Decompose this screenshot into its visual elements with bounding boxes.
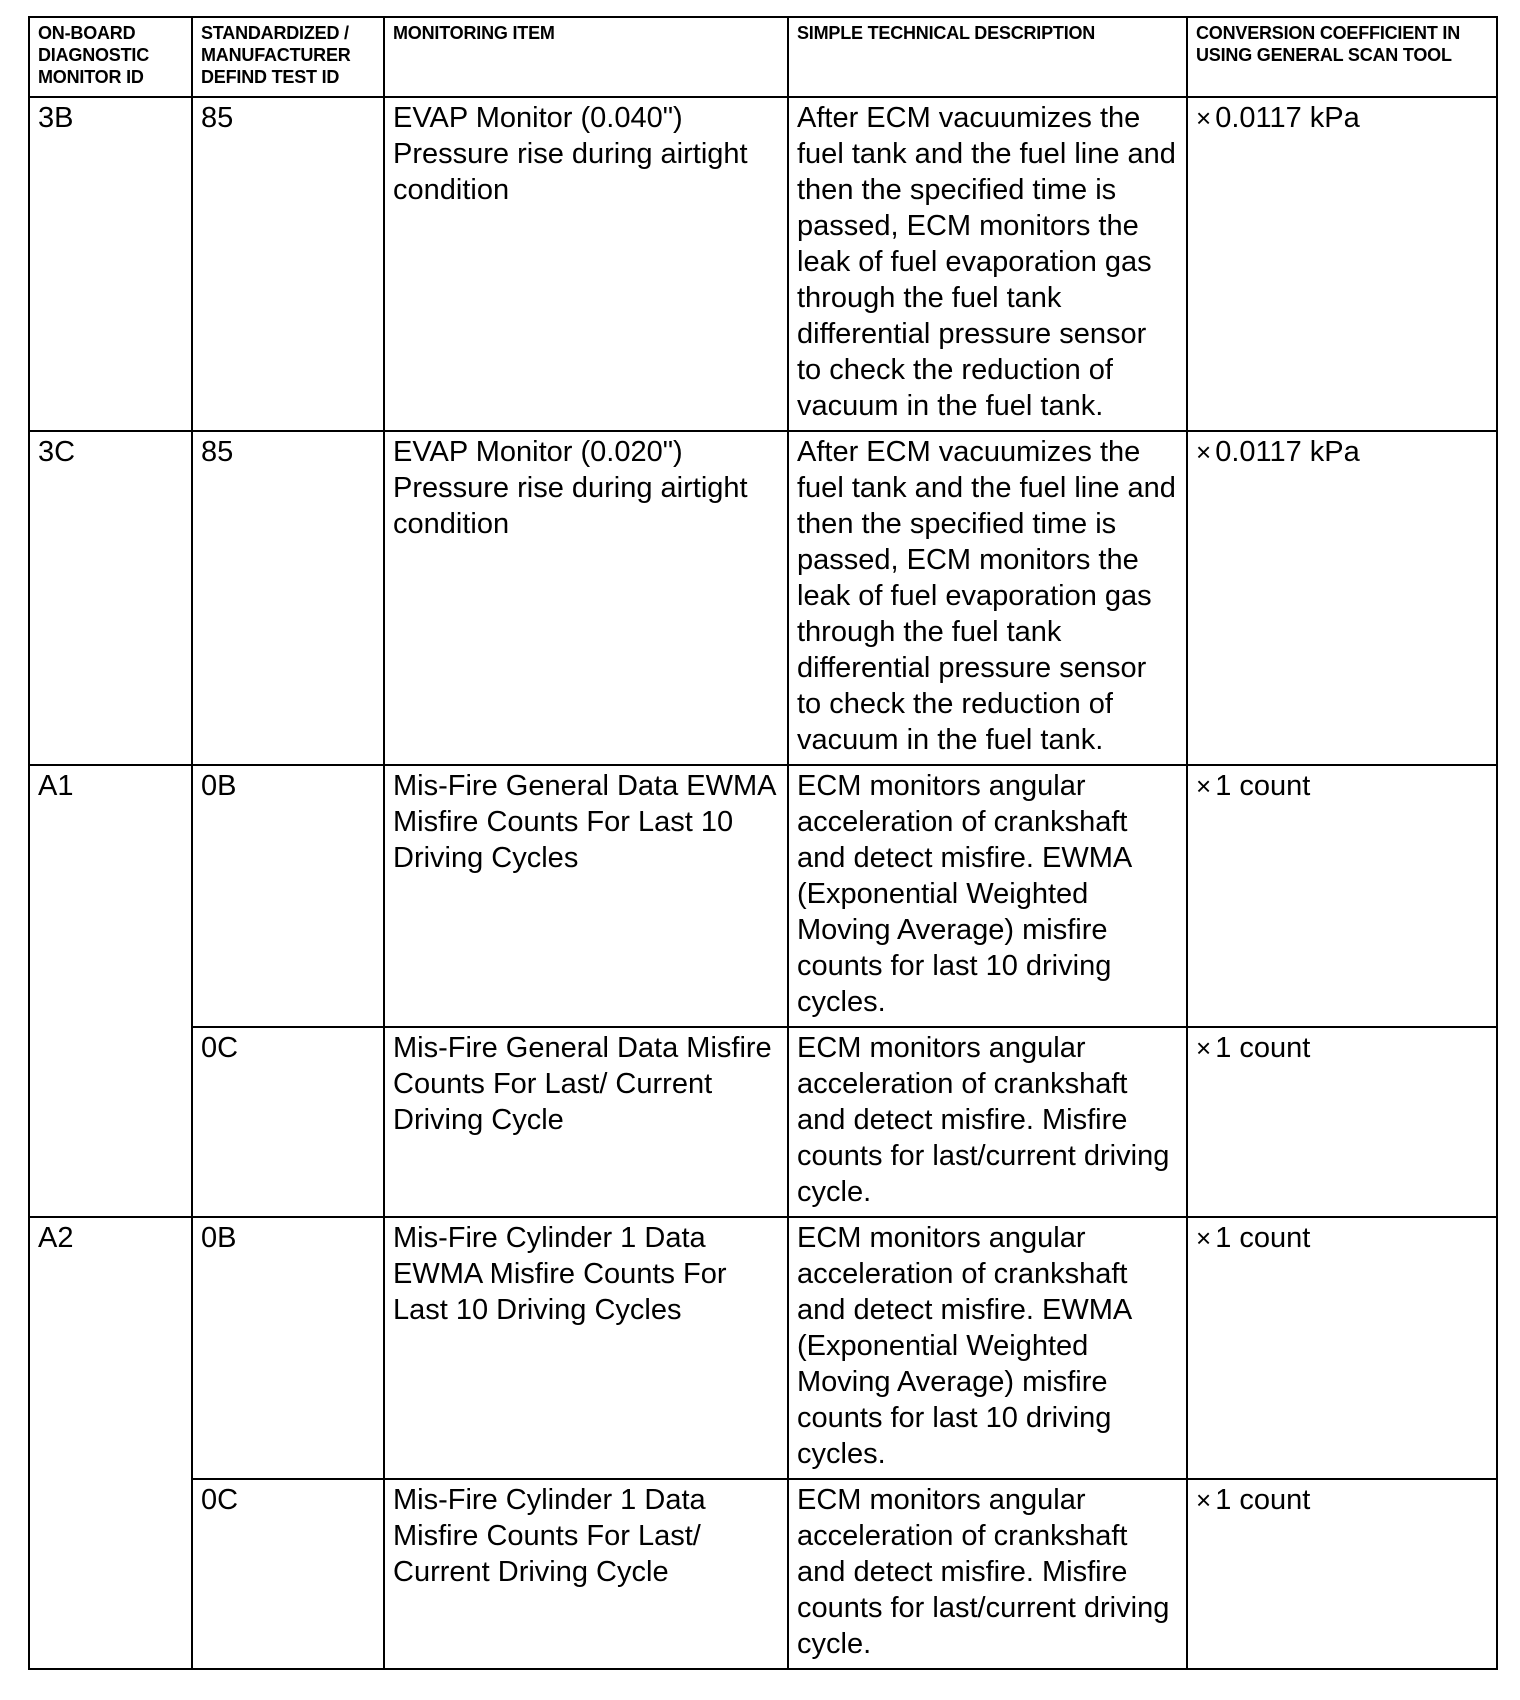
description-cell: After ECM vacuumizes the fuel tank and the fuel line and then the specified time is passed, ECM monitors the leak of fuel evaporation gas through the fuel tank differential pressure sensor to check the reduction of vacuum in the fuel tank. — [788, 431, 1187, 765]
test-id-cell: 85 — [192, 97, 384, 431]
multiply-icon: × — [1196, 1485, 1212, 1515]
monitor-id-cell: A2 — [29, 1217, 192, 1669]
header-test-id: STANDARDIZED / MANUFACTURER DEFIND TEST ID — [192, 17, 384, 97]
table-row — [29, 1479, 1497, 1669]
monitor-id-cell: 3C — [29, 431, 192, 765]
monitoring-item-cell: Mis-Fire General Data EWMA Misfire Counts For Last 10 Driving Cycles — [384, 765, 788, 1027]
monitor-id-cell: A1 — [29, 765, 192, 1217]
conversion-cell — [1187, 1217, 1497, 1479]
monitor-results-table — [28, 16, 1498, 1670]
monitoring-item-cell: Mis-Fire Cylinder 1 Data Misfire Counts For Last/ Current Driving Cycle — [384, 1479, 788, 1669]
table-row — [29, 1217, 1497, 1479]
header-monitor-id: ON-BOARD DIAGNOSTIC MONITOR ID — [29, 17, 192, 97]
test-id-cell: 0C — [192, 1027, 384, 1217]
multiply-icon: × — [1196, 1033, 1212, 1063]
test-id-cell: 0B — [192, 765, 384, 1027]
description-cell: ECM monitors angular acceleration of crankshaft and detect misfire. EWMA (Exponential Weighted Moving Average) misfire counts for last 10 driving cycles. — [788, 1217, 1187, 1479]
table-header-row — [29, 17, 1497, 97]
test-id-cell: 85 — [192, 431, 384, 765]
multiply-icon: × — [1196, 1223, 1212, 1253]
conversion-cell — [1187, 1479, 1497, 1669]
table-row — [29, 431, 1497, 765]
conversion-value: 1 count — [1215, 1222, 1311, 1254]
test-id-cell: 0C — [192, 1479, 384, 1669]
conversion-value: 1 count — [1215, 1484, 1311, 1516]
header-conversion: CONVERSION COEFFICIENT IN USING GENERAL SCAN TOOL — [1187, 17, 1497, 97]
multiply-icon: × — [1196, 103, 1212, 133]
table-row — [29, 765, 1497, 1027]
monitoring-item-cell: Mis-Fire General Data Misfire Counts For Last/ Current Driving Cycle — [384, 1027, 788, 1217]
monitor-id-cell: 3B — [29, 97, 192, 431]
table-row — [29, 1027, 1497, 1217]
description-cell: ECM monitors angular acceleration of crankshaft and detect misfire. EWMA (Exponential Weighted Moving Average) misfire counts for last 10 driving cycles. — [788, 765, 1187, 1027]
conversion-cell — [1187, 431, 1497, 765]
test-id-cell: 0B — [192, 1217, 384, 1479]
multiply-icon: × — [1196, 771, 1212, 801]
conversion-cell — [1187, 765, 1497, 1027]
multiply-icon: × — [1196, 437, 1212, 467]
description-cell: ECM monitors angular acceleration of crankshaft and detect misfire. Misfire counts for last/current driving cycle. — [788, 1027, 1187, 1217]
conversion-value: 0.0117 kPa — [1215, 436, 1360, 468]
conversion-cell — [1187, 1027, 1497, 1217]
table-row — [29, 97, 1497, 431]
description-cell: ECM monitors angular acceleration of crankshaft and detect misfire. Misfire counts for last/current driving cycle. — [788, 1479, 1187, 1669]
conversion-cell — [1187, 97, 1497, 431]
header-monitoring-item: MONITORING ITEM — [384, 17, 788, 97]
conversion-value: 0.0117 kPa — [1215, 102, 1360, 134]
monitoring-item-cell: EVAP Monitor (0.020") Pressure rise during airtight condition — [384, 431, 788, 765]
conversion-value: 1 count — [1215, 1032, 1311, 1064]
conversion-value: 1 count — [1215, 770, 1311, 802]
header-description: SIMPLE TECHNICAL DESCRIPTION — [788, 17, 1187, 97]
monitoring-item-cell: EVAP Monitor (0.040") Pressure rise during airtight condition — [384, 97, 788, 431]
monitoring-item-cell: Mis-Fire Cylinder 1 Data EWMA Misfire Counts For Last 10 Driving Cycles — [384, 1217, 788, 1479]
description-cell: After ECM vacuumizes the fuel tank and the fuel line and then the specified time is passed, ECM monitors the leak of fuel evaporation gas through the fuel tank differential pressure sensor to check the reduction of vacuum in the fuel tank. — [788, 97, 1187, 431]
